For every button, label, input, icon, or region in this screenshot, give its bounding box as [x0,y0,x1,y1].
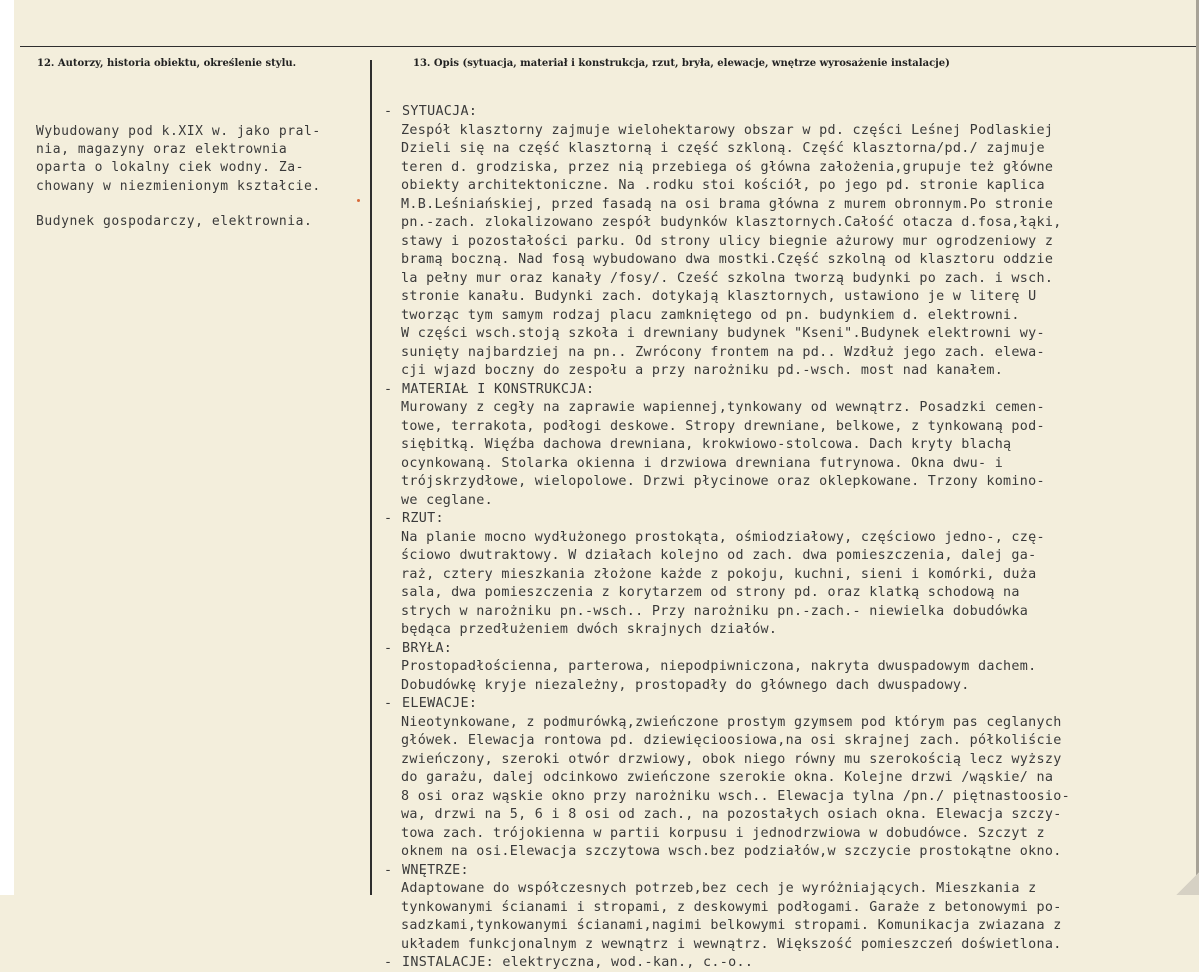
section-text-line: stawy i pozostałości parku. Od strony ulicy biegnie ażurowy mur ogrodzeniowy z [401,233,1054,249]
bullet-dash: - [384,640,393,656]
section-text-line: towa zach. trójokienna w partii korpusu i jednodrzwiowa w dobudówce. Szczyt z [401,825,1045,841]
bullet-dash: - [384,381,393,397]
section-text-line: układem funkcjonalnym z wewnątrz i wewnątrz. Większość pomieszczeń doświetlona. [401,936,1062,952]
section-text-line: raż, cztery mieszkania złożone każde z pokoju, kuchni, sieni i komórki, duża [401,566,1037,582]
section-heading-text: WNĘTRZE: [402,862,469,878]
page-corner-fold [1176,872,1199,895]
section-text-line: siębitką. Więźba dachowa drewniana, krokwiowo-stolcowa. Dach kryty blachą [401,437,1012,452]
field-12-header: 12. Autorzy, historia obiektu, określenie stylu. [37,58,297,69]
section-text-line: ocynkowaną. Stolarka okienna i drzwiowa drewniana futrynowa. Okna dwu- i [401,455,1004,471]
section-text-line: we ceglane. [401,492,493,508]
section-text-line: M.B.Leśniańskiej, przed fasadą na osi brama główna z murem obronnym.Po stronie [401,196,1054,212]
section-text-line: oknem na osi.Elewacja szczytowa wsch.bez podziałów,w szczycie prostokątne okno. [401,844,1062,859]
form-top-rule [20,46,1196,47]
section-text-line: W części wsch.stoją szkoła i drewniany budynek "Kseni".Budynek elektrowni wy- [401,326,1045,341]
function-paragraph [36,213,312,231]
section-text-line: sadzkami,tynkowanymi ścianami,nagimi belkowymi stropami. Komunikacja zwiazana z [401,918,1062,933]
section-text-line: główek. Elewacja rontowa pd. dziewięcioosiowa,na osi skrajnej zach. półkoliście [401,733,1062,748]
section-heading-text: BRYŁA: [402,640,453,656]
section-text-line: 8 osi oraz wąskie okno przy narożniku wsch.. Elewacja tylna /pn./ piętnastoosio- [401,788,1070,804]
section-text-line: Dzieli się na część klasztorną i część szkloną. Część klasztorna/pd./ zajmuje [401,141,1045,156]
section-text-line: pn.-zach. zlokalizowano zespół budynków klasztornych.Całość otacza d.fosa,łąki, [401,215,1062,230]
section-text-line: sunięty najbardziej na pn.. Zwrócony frontem na pd.. Wzdłuż jego zach. elewa- [401,344,1045,360]
section-text-line: teren d. grodziska, przez nią przebiega oś główna założenia,grupuje też główne [401,159,1054,175]
bullet-dash: - [384,862,393,878]
section-heading-text: INSTALACJE: elektryczna, wod.-kan., c.-o.. [402,955,754,970]
section-text-line: la pełny mur oraz kanały /fosy/. Cześć szkolna tworzą budynki po zach. i wsch. [401,270,1054,286]
ink-speck [357,199,360,202]
section-text-line: do garażu, dalej odcinkowo zwieńczone szerokie okna. Kolejne drzwi /wąskie/ na [401,770,1054,785]
bullet-dash: - [384,955,393,970]
section-text-line: Zespół klasztorny zajmuje wielohektarowy obszar w pd. części Leśnej Podlaskiej [401,122,1054,138]
history-line: nia, magazyny oraz elektrownia [36,142,288,158]
section-text-line: zwieńczony, szeroki otwór drzwiowy, obok niego równy mu szerokością lecz wyższy [401,751,1062,767]
section-text-line: wa, drzwi na 5, 6 i 8 osi od zach., na pozostałych osiach okna. Elewacja szczy- [401,807,1062,822]
section-text-line: cji wjazd boczny do zespołu a przy narożniku pd.-wsch. most nad kanałem. [401,363,1004,378]
section-text-line: tynkowanymi ścianami i stropami, z deskowymi podłogami. Garaże z betonowymi po- [401,899,1062,915]
bullet-dash: - [384,104,393,119]
bullet-dash: - [384,696,393,711]
section-text-line: obiekty architektoniczne. Na .rodku stoi kościół, po jego pd. stronie kaplica [401,178,1045,193]
history-line: oparta o lokalny ciek wodny. Za- [36,160,305,176]
scan-left-margin [0,0,14,895]
section-text-line: Adaptowane do współczesnych potrzeb,bez cech je wyróżniających. Mieszkania z [401,881,1037,896]
field-13-header: 13. Opis (sytuacja, materiał i konstrukcja, rzut, bryła, elewacje, wnętrze wyrosażenie instalacje) [413,58,950,69]
section-text-line: bramą boczną. Nad fosą wybudowano dwa mostki.Część szkolną od klasztoru oddzie [401,252,1054,267]
section-text-line: będąca przedłużeniem dwóch skrajnych działów. [401,622,778,637]
section-text-line: ściowo dwutraktowy. W działach kolejno od zach. dwa pomieszczenia, dalej ga- [401,548,1037,563]
history-line: chowany w niezmienionym kształcie. [36,178,321,194]
section-text-line: tworząc tym samym rodzaj placu zamkniętego od pn. budynkiem d. elektrowni. [401,307,1020,323]
section-text-line: towe, terrakota, podłogi deskowe. Stropy drewniane, belkowe, z tynkowaną pod- [401,418,1045,434]
section-heading-text: SYTUACJA: [402,104,478,119]
section-text-line: strych w narożniku pn.-wsch.. Przy narożniku pn.-zach.- niewielka dobudówka [401,603,1029,619]
section-text-line: stronie kanału. Budynki zach. dotykają klasztornych, ustawiono je w literę U [401,289,1037,304]
section-heading-text: MATERIAŁ I KONSTRUKCJA: [402,381,595,397]
section-text-line: sala, dwa pomieszczenia z korytarzem od strony pd. oraz klatką schodową na [401,585,1020,600]
section-text-line: Prostopadłościenna, parterowa, niepodpiwniczona, nakryta dwuspadowym dachem. [401,659,1037,674]
section-text-line: Dobudówkę kryje niezależny, prostopadły do głównego dach dwuspadowy. [401,677,970,693]
history-line: Wybudowany pod k.XIX w. jako pral- [36,124,321,139]
history-paragraph [36,123,321,196]
section-text-line: trójskrzydłowe, wielopolowe. Drzwi płycinowe oraz oklepkowane. Trzony komino- [401,474,1045,489]
section-text-line: Nieotynkowane, z podmurówką,zwieńczone prostym gzymsem pod którym pas ceglanych [401,714,1062,730]
section-heading-text: ELEWACJE: [402,696,478,711]
section-heading-text: RZUT: [402,511,444,526]
function-line: Budynek gospodarczy, elektrownia. [36,214,313,229]
bullet-dash: - [384,511,393,526]
section-text-line: Murowany z cegły na zaprawie wapiennej,tynkowany od wewnątrz. Posadzki cemen- [401,400,1045,415]
column-divider [370,60,372,895]
section-text-line: Na planie mocno wydłużonego prostokąta, ośmiodziałowy, częściowo jedno-, czę- [401,529,1045,545]
